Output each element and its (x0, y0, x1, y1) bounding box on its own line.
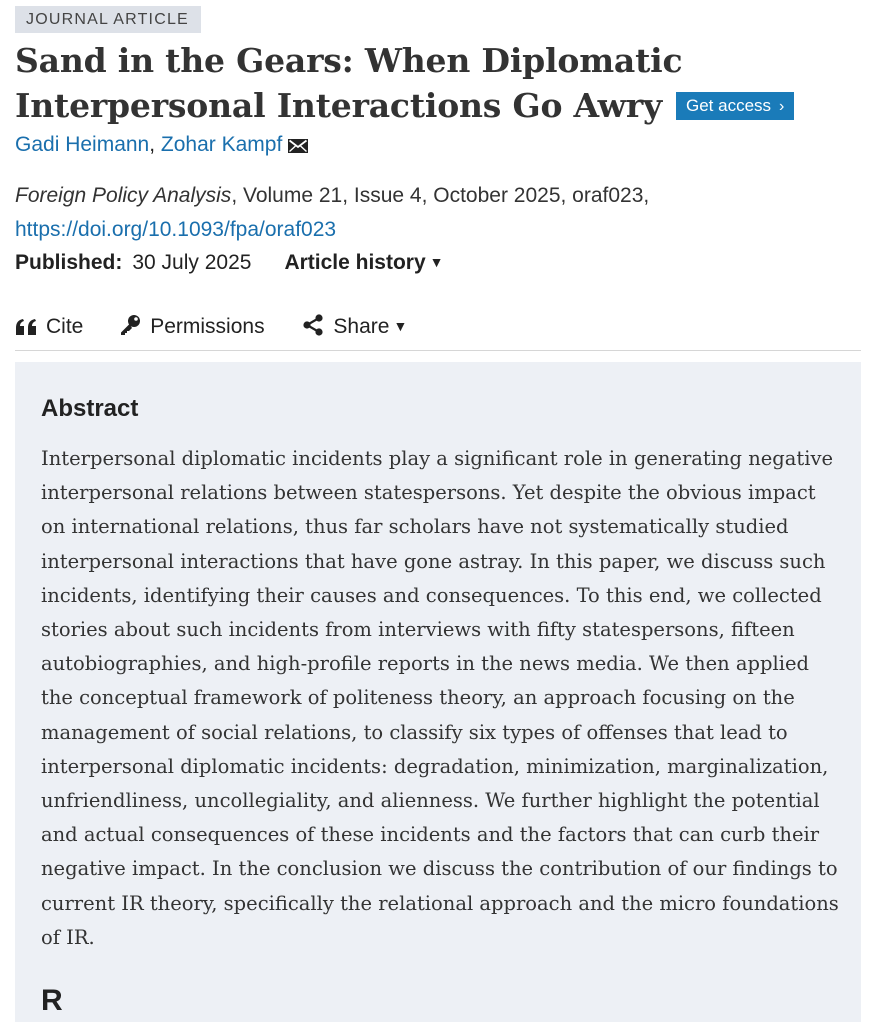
published-date: 30 July 2025 (132, 251, 252, 274)
cite-label: Cite (46, 315, 84, 338)
cite-button[interactable] (15, 310, 83, 344)
author-link[interactable]: Zohar Kampf (160, 133, 283, 156)
article-toolbar (15, 309, 407, 343)
citation (15, 179, 865, 247)
article-type-badge: JOURNAL ARTICLE (15, 6, 201, 33)
abstract-heading: Abstract (41, 395, 139, 422)
share-icon (302, 314, 324, 336)
article-history-toggle[interactable] (284, 251, 443, 274)
article-title (15, 38, 865, 128)
next-section-heading: R (41, 984, 63, 1017)
key-icon (119, 314, 141, 336)
get-access-label: Get access (686, 96, 772, 115)
chevron-right-icon: › (779, 98, 785, 115)
abstract-text: Interpersonal diplomatic incidents play a significant role in generating negative interpersonal relations between statespersons. Yet despite the obvious impact on international relations, thus far scholars have not systematically studied interpersonal interactions that have gone astray. In this paper, we discuss such incidents, identifying their causes and consequences. To this end, we collected stories about such incidents from interviews with fifty statespersons, fifteen autobiographies, and high-profile reports in the news media. We then applied the conceptual framework of politeness theory, an approach focusing on the management of social relations, to classify six types of offenses that lead to interpersonal diplomatic incidents: degradation, minimization, marginalization, unfriendliness, uncollegiality, and alienness. We further highlight the potential and actual consequences of these incidents and the factors that can curb their negative impact. In the conclusion we discuss the contribution of our findings to current IR theory, specifically the relational approach and the micro foundations of IR. (41, 447, 839, 949)
author-link[interactable]: Gadi Heimann (15, 133, 150, 156)
divider (15, 350, 861, 351)
permissions-button[interactable] (119, 310, 264, 344)
publication-info (15, 247, 444, 278)
citation-details: , Volume 21, Issue 4, October 2025, oraf023, (231, 184, 650, 207)
doi-link[interactable]: https://doi.org/10.1093/fpa/oraf023 (15, 218, 337, 241)
article-title-text: Sand in the Gears: When Diplomatic Interpersonal Interactions Go Awry (15, 41, 683, 125)
journal-name: Foreign Policy Analysis (15, 184, 232, 207)
published-label: Published: (15, 251, 123, 274)
quote-icon (15, 318, 37, 336)
caret-down-icon: ▼ (393, 318, 408, 334)
author-list (15, 131, 308, 161)
share-button[interactable] (302, 309, 407, 344)
share-label: Share (333, 315, 390, 338)
envelope-icon[interactable] (288, 133, 308, 161)
caret-down-icon: ▼ (429, 254, 444, 270)
article-history-label: Article history (284, 251, 426, 274)
get-access-button[interactable] (676, 92, 794, 120)
author-separator: , (149, 133, 161, 156)
abstract-section (15, 362, 861, 1022)
permissions-label: Permissions (150, 315, 265, 338)
